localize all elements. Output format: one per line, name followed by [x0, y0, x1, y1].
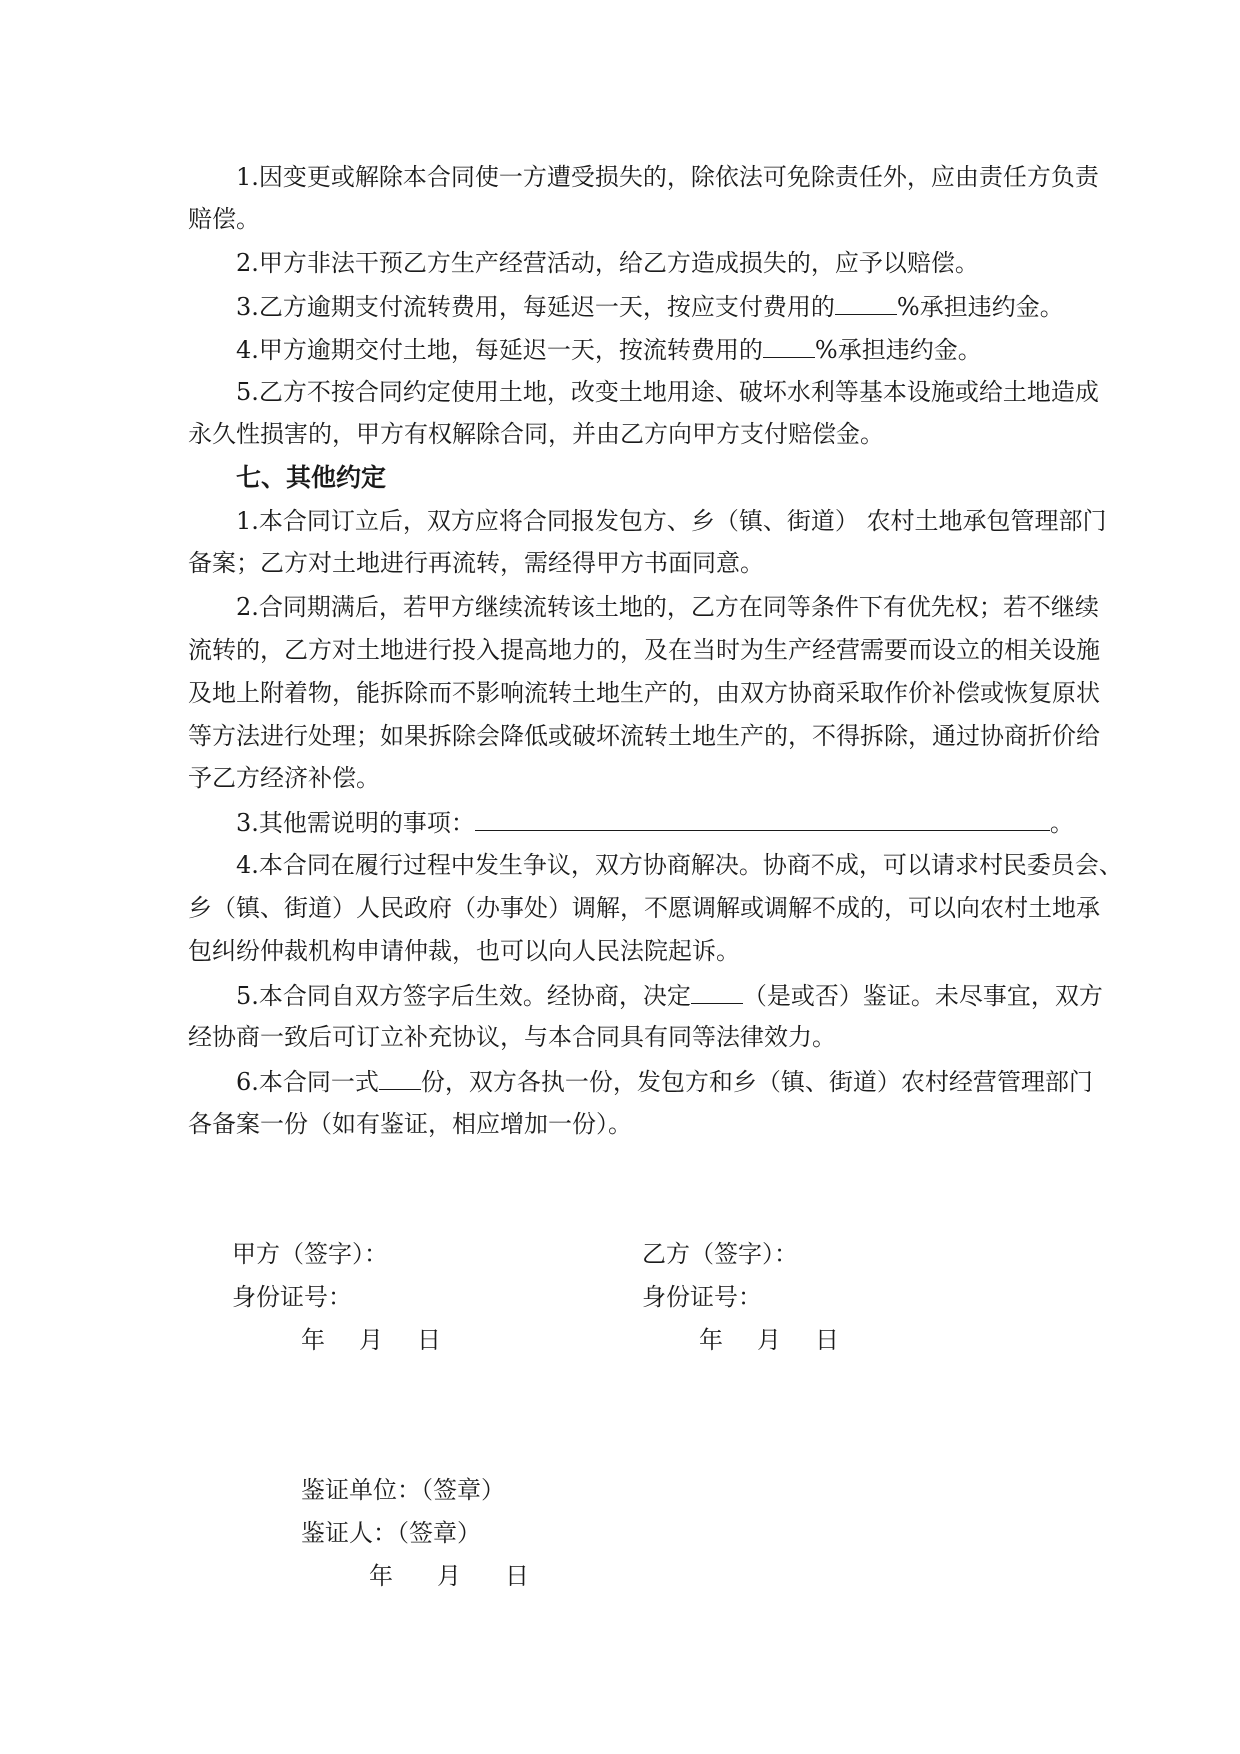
other-item-3 — [236, 802, 1074, 842]
other-item-3-text: 3.其他需说明的事项： — [236, 809, 475, 837]
attestation-date-day: 日 — [505, 1562, 529, 1590]
other-item-6-text: 6.本合同一式 — [236, 1068, 379, 1096]
other-item-2-line-3: 及地上附着物，能拆除而不影响流转土地生产的，由双方协商采取作价补偿或恢复原状 — [188, 679, 1100, 707]
section-heading-other-terms: 七、其他约定 — [236, 463, 387, 492]
other-matters-blank[interactable] — [475, 802, 1050, 831]
liability-item-4-text: 4.甲方逾期交付土地，每延迟一天，按流转费用的 — [236, 336, 763, 364]
party-a-date — [301, 1320, 441, 1360]
copies-count-blank[interactable] — [379, 1061, 421, 1090]
liability-item-3-suffix: %承担违约金。 — [896, 293, 1064, 321]
party-a-id-label: 身份证号： — [232, 1283, 352, 1311]
other-item-6-line-2: 各备案一份（如有鉴证，相应增加一份）。 — [188, 1110, 632, 1138]
other-item-2-line-1: 2.合同期满后，若甲方继续流转该土地的，乙方在同等条件下有优先权；若不继续 — [236, 593, 1099, 621]
liability-item-1-line-2: 赔偿。 — [188, 205, 260, 233]
liability-item-4 — [236, 329, 1052, 369]
party-b-date-year: 年 — [699, 1326, 723, 1354]
other-item-2-line-5: 予乙方经济补偿。 — [188, 764, 380, 792]
liability-item-1-line-1: 1.因变更或解除本合同使一方遭受损失的，除依法可免除责任外，应由责任方负责 — [236, 163, 1099, 191]
party-b-date-day: 日 — [815, 1326, 839, 1354]
liability-item-2: 2.甲方非法干预乙方生产经营活动，给乙方造成损失的，应予以赔偿。 — [236, 249, 979, 277]
other-item-1-line-2: 备案；乙方对土地进行再流转，需经得甲方书面同意。 — [188, 549, 764, 577]
other-item-5-suffix: （是或否）鉴证。未尽事宜，双方 — [742, 982, 1103, 1010]
liability-item-5-line-1: 5.乙方不按合同约定使用土地，改变土地用途、破坏水利等基本设施或给土地造成 — [236, 378, 1099, 406]
other-item-1-line-1: 1.本合同订立后，双方应将合同报发包方、乡（镇、街道） 农村土地承包管理部门 — [236, 507, 1107, 535]
other-item-4-line-1: 4.本合同在履行过程中发生争议，双方协商解决。协商不成，可以请求村民委员会、 — [236, 851, 1123, 879]
other-item-6-line-1 — [236, 1061, 1093, 1101]
party-a-date-year: 年 — [301, 1326, 325, 1354]
attestation-person-label: 鉴证人：（签章） — [301, 1519, 481, 1547]
other-item-6-suffix: 份，双方各执一份，发包方和乡（镇、街道）农村经营管理部门 — [420, 1068, 1093, 1096]
attestation-date-month: 月 — [437, 1562, 461, 1590]
party-b-date — [699, 1320, 839, 1360]
attestation-date — [369, 1556, 529, 1596]
party-b-id-label: 身份证号： — [642, 1283, 762, 1311]
party-b-date-month: 月 — [757, 1326, 781, 1354]
delivery-penalty-blank[interactable] — [763, 329, 815, 358]
penalty-rate-blank[interactable] — [835, 286, 897, 315]
attestation-choice-blank[interactable] — [691, 975, 743, 1004]
attestation-date-year: 年 — [369, 1562, 393, 1590]
other-item-2-line-2: 流转的，乙方对土地进行投入提高地力的，及在当时为生产经营需要而设立的相关设施 — [188, 636, 1100, 664]
other-item-5-line-1 — [236, 975, 1103, 1015]
liability-item-5-line-2: 永久性损害的，甲方有权解除合同，并由乙方向甲方支付赔偿金。 — [188, 420, 884, 448]
other-item-5-text: 5.本合同自双方签字后生效。经协商，决定 — [236, 982, 691, 1010]
liability-item-3 — [236, 286, 1064, 326]
liability-item-4-suffix: %承担违约金。 — [814, 336, 982, 364]
party-a-date-day: 日 — [417, 1326, 441, 1354]
other-item-2-line-4: 等方法进行处理；如果拆除会降低或破坏流转土地生产的，不得拆除，通过协商折价给 — [188, 722, 1100, 750]
other-item-5-line-2: 经协商一致后可订立补充协议，与本合同具有同等法律效力。 — [188, 1023, 836, 1051]
attestation-unit-label: 鉴证单位：（签章） — [301, 1476, 505, 1504]
party-a-signature-label: 甲方（签字）： — [232, 1240, 388, 1268]
liability-item-3-text: 3.乙方逾期支付流转费用，每延迟一天，按应支付费用的 — [236, 293, 835, 321]
other-item-3-suffix: 。 — [1049, 809, 1074, 837]
other-item-4-line-3: 包纠纷仲裁机构申请仲裁，也可以向人民法院起诉。 — [188, 937, 740, 965]
party-a-date-month: 月 — [359, 1326, 383, 1354]
party-b-signature-label: 乙方（签字）： — [642, 1240, 798, 1268]
other-item-4-line-2: 乡（镇、街道）人民政府（办事处）调解，不愿调解或调解不成的，可以向农村土地承 — [188, 894, 1100, 922]
